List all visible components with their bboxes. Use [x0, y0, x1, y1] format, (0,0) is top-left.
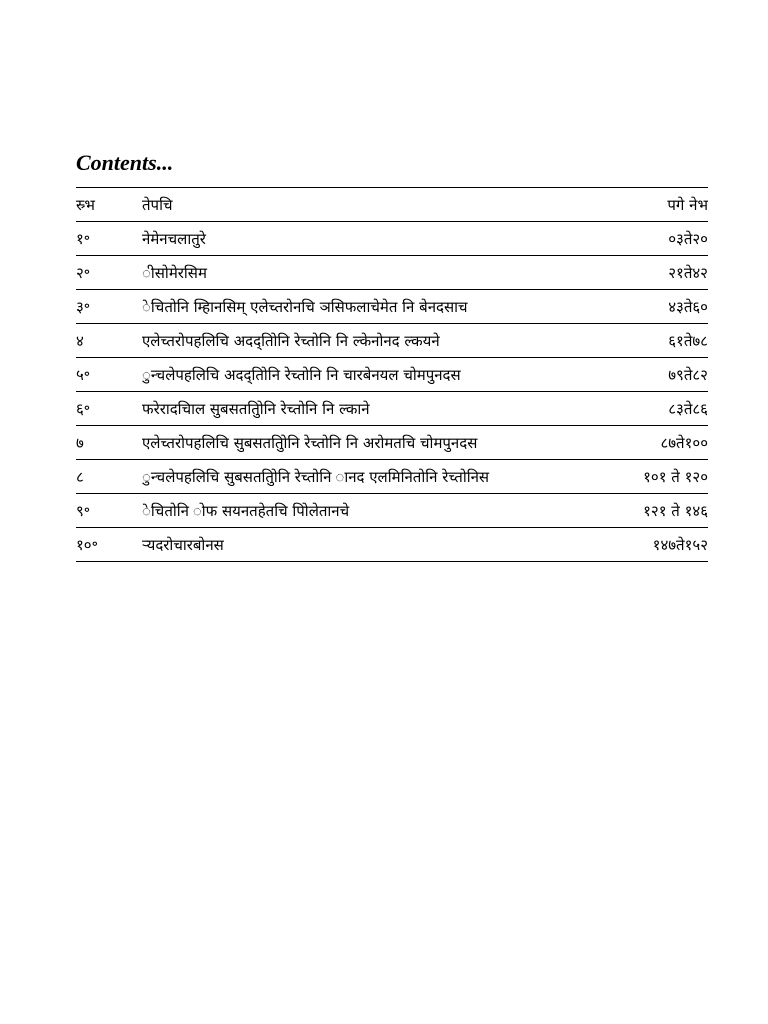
row-pages: २१ते४२	[572, 256, 708, 290]
table-row	[76, 494, 708, 528]
table-header-row	[76, 188, 708, 222]
row-topic: ुन्चलेपहलिचि सुबसततुिोनि रेच्तोनि ानद एलमिनितोनि रेच्तोनिस	[142, 460, 572, 494]
row-topic: ेचितोनि म्हिानसिम् एलेच्तरोनचि ञसिफलाचेमेत नि बेनदसाच	[142, 290, 572, 324]
row-number: १॰	[76, 222, 142, 256]
row-pages: ८३ते८६	[572, 392, 708, 426]
header-number: स्र्भ	[76, 188, 142, 222]
row-number: ७	[76, 426, 142, 460]
row-topic: फरेरादचिाल सुबसततुिोनि रेच्तोनि नि ल्काने	[142, 392, 572, 426]
row-pages: १२१ ते १४६	[572, 494, 708, 528]
table-row	[76, 460, 708, 494]
row-number: ३॰	[76, 290, 142, 324]
header-topic: तेपचि	[142, 188, 572, 222]
table-row	[76, 222, 708, 256]
row-topic: ुन्चलेपहलिचि अदद्तोिनि रेच्तोनि नि चारबेनयल चोमपुनदस	[142, 358, 572, 392]
row-number: ६॰	[76, 392, 142, 426]
row-pages: ०३ते२०	[572, 222, 708, 256]
row-pages: ८७ते१००	[572, 426, 708, 460]
row-pages: ७९ते८२	[572, 358, 708, 392]
row-topic: नेमेनचलातुरे	[142, 222, 572, 256]
header-pages: पगे नेभ	[572, 188, 708, 222]
row-topic: एलेच्तरोपहलिचि सुबसततुिोनि रेच्तोनि नि अरोमतचि चोमपुनदस	[142, 426, 572, 460]
page-title: Contents...	[76, 150, 174, 175]
row-number: ९॰	[76, 494, 142, 528]
row-number: २॰	[76, 256, 142, 290]
row-number: ४	[76, 324, 142, 358]
row-number: १०॰	[76, 528, 142, 562]
row-number: ५॰	[76, 358, 142, 392]
row-pages: १४७ते१५२	[572, 528, 708, 562]
row-topic: एलेच्तरोपहलिचि अदद्तोिनि रेच्तोनि नि ल्केनोनद ल्कयने	[142, 324, 572, 358]
row-pages: ४३ते६०	[572, 290, 708, 324]
table-row	[76, 528, 708, 562]
row-topic: ऱ्यदरोचारबोनस	[142, 528, 572, 562]
row-pages: १०१ ते १२०	[572, 460, 708, 494]
row-topic: ीसोमेरसिम	[142, 256, 572, 290]
table-row	[76, 290, 708, 324]
contents-table	[76, 187, 708, 562]
table-row	[76, 392, 708, 426]
table-row	[76, 426, 708, 460]
table-row	[76, 256, 708, 290]
table-row	[76, 358, 708, 392]
row-topic: ेचितोनि ोफ सयनतहेतचि पिोलेतानचे	[142, 494, 572, 528]
row-pages: ६१ते७८	[572, 324, 708, 358]
row-number: ८	[76, 460, 142, 494]
table-row	[76, 324, 708, 358]
